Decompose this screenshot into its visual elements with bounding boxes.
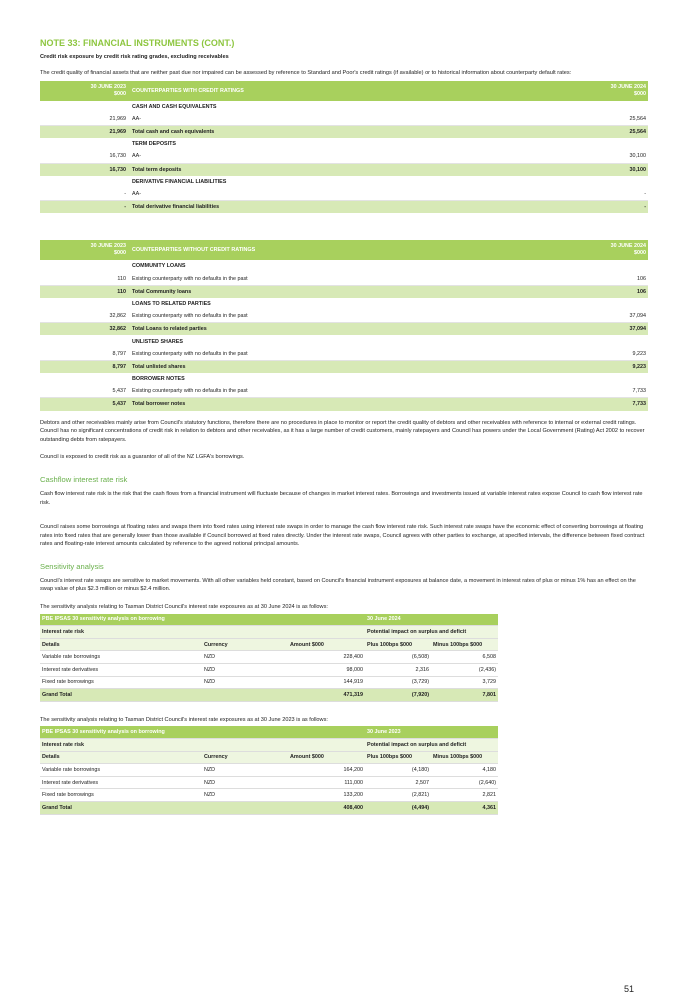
total-cell: 7,801	[431, 689, 498, 702]
category-row	[40, 335, 648, 347]
sensitivity-2023-caption: The sensitivity analysis relating to Tasman District Council's interest rate exposures as at 30 June 2023 is as follows:	[40, 716, 328, 723]
header-year-2024: 30 JUNE 2024	[610, 83, 646, 90]
value-2024	[584, 101, 648, 113]
value-2024: 30,100	[584, 163, 648, 176]
value-2023	[40, 176, 130, 188]
table-row	[40, 310, 648, 323]
guarantor-paragraph: Council is exposed to credit risk as a guarantor of all of the NZ LGFA's borrowings.	[40, 454, 245, 461]
column-header: Currency	[202, 751, 288, 764]
value-2024	[584, 373, 648, 385]
category-row	[40, 101, 648, 113]
value-2023: 32,862	[40, 310, 130, 323]
value-2023	[40, 298, 130, 310]
value-2023: 21,969	[40, 113, 130, 126]
column-header: Amount $000	[288, 638, 365, 651]
category-row	[40, 138, 648, 150]
sensitivity-heading: Sensitivity analysis	[40, 561, 104, 571]
header-year-2023: 30 JUNE 2023	[90, 83, 126, 90]
header-year-2023: 30 JUNE 2023	[90, 243, 126, 250]
value-2023: -	[40, 188, 130, 201]
cashflow-heading: Cashflow interest rate risk	[40, 474, 128, 484]
cashflow-paragraph-2: Council raises some borrowings at floating rates and swaps them into fixed rates using interest rate swaps in order to manage the cash flow interest rate risk. Such interest rate swaps have the economic effect of converting borrowings at floating rates into fixed rates that are generally lower than those available if Council borrowed at fixed rates directly. Under the interest rate swaps, Council agrees with other parties to exchange, at specified intervals, the difference between fixed contract rates and floating-rate interest amounts calculated by reference to the agreed notional principal amounts.	[40, 524, 645, 548]
total-row	[40, 125, 648, 138]
value-2024	[584, 298, 648, 310]
sensitivity-2023-table	[40, 726, 498, 814]
table-header	[40, 81, 648, 101]
description: Total borrower notes	[130, 398, 584, 411]
description: Existing counterparty with no defaults in the past	[130, 385, 584, 398]
analysis-header-row	[40, 614, 498, 626]
table-cell: 3,729	[431, 676, 498, 689]
table-row	[40, 385, 648, 398]
rated-counterparties-table	[40, 81, 648, 214]
intro-paragraph: The credit quality of financial assets that are neither past due nor impaired can be assessed by reference to Standard and Poor's credit ratings (if available) or to historical information about counterparty default rates:	[40, 70, 572, 76]
total-row	[40, 285, 648, 298]
total-cell: Grand Total	[40, 689, 202, 702]
column-header: Minus 100bps $000	[431, 638, 498, 651]
value-2023: 21,969	[40, 125, 130, 138]
table-cell: Fixed rate borrowings	[40, 789, 202, 802]
value-2024: 106	[584, 272, 648, 285]
header-title: COUNTERPARTIES WITHOUT CREDIT RATINGS	[130, 240, 584, 260]
value-2023	[40, 260, 130, 272]
table-row	[40, 776, 498, 789]
value-2023	[40, 335, 130, 347]
value-2024: 7,733	[584, 385, 648, 398]
value-2024	[584, 335, 648, 347]
table-row	[40, 150, 648, 163]
header-unit-2024: $000	[634, 250, 646, 257]
description: Total cash and cash equivalents	[130, 125, 584, 138]
grand-total-row	[40, 689, 498, 702]
table-cell: NZD	[202, 651, 288, 664]
value-2023: 110	[40, 272, 130, 285]
description: Existing counterparty with no defaults in the past	[130, 272, 584, 285]
total-cell	[202, 801, 288, 814]
header-year-2024: 30 JUNE 2024	[610, 243, 646, 250]
value-2023: 32,862	[40, 323, 130, 336]
analysis-date: 30 June 2023	[365, 726, 498, 738]
value-2023: 16,730	[40, 163, 130, 176]
value-2023	[40, 373, 130, 385]
value-2024: 25,564	[584, 125, 648, 138]
value-2024: 37,094	[584, 323, 648, 336]
column-header: Details	[40, 751, 202, 764]
table-cell: 2,316	[365, 664, 431, 677]
header-unit-2023: $000	[114, 250, 126, 257]
column-header: Amount $000	[288, 751, 365, 764]
value-2024	[584, 260, 648, 272]
table-cell: 2,507	[365, 776, 431, 789]
total-row	[40, 323, 648, 336]
category-row	[40, 260, 648, 272]
table-row	[40, 113, 648, 126]
column-header-row	[40, 638, 498, 651]
table-cell: Variable rate borrowings	[40, 764, 202, 777]
value-2024: 25,564	[584, 113, 648, 126]
value-2023: 8,797	[40, 360, 130, 373]
table-row	[40, 272, 648, 285]
analysis-title: PBE IPSAS 30 sensitivity analysis on borrowing	[40, 726, 365, 738]
header-unit-2024: $000	[634, 90, 646, 97]
table-cell: 133,200	[288, 789, 365, 802]
table-cell: NZD	[202, 776, 288, 789]
table-cell: 6,508	[431, 651, 498, 664]
description: BORROWER NOTES	[132, 376, 185, 383]
description: AA-	[130, 113, 584, 126]
description: Total derivative financial liabilities	[130, 201, 584, 214]
sensitivity-2024-table	[40, 614, 498, 702]
table-cell: Interest rate derivatives	[40, 664, 202, 677]
table-cell: Interest rate derivatives	[40, 776, 202, 789]
value-2024: 9,223	[584, 360, 648, 373]
value-2024: 37,094	[584, 310, 648, 323]
sensitivity-paragraph: Council's interest rate swaps are sensitive to market movements. With all other variables held constant, based on Council's financial instrument exposures at balance date, a movement in interest rates of plus or minus 1% has an effect on the swap value of plus $2.3 million or minus $2.4 million.	[40, 577, 636, 593]
table-row	[40, 188, 648, 201]
table-row	[40, 664, 498, 677]
value-2024: -	[584, 201, 648, 214]
table-row	[40, 789, 498, 802]
grand-total-row	[40, 801, 498, 814]
table-row	[40, 651, 498, 664]
category-row	[40, 298, 648, 310]
unrated-counterparties-table	[40, 240, 648, 410]
table-cell: (2,436)	[431, 664, 498, 677]
description: AA-	[130, 188, 584, 201]
table-row	[40, 764, 498, 777]
value-2023: 110	[40, 285, 130, 298]
table-cell: 2,821	[431, 789, 498, 802]
value-2024: 9,223	[584, 348, 648, 361]
analysis-date: 30 June 2024	[365, 614, 498, 626]
value-2023	[40, 101, 130, 113]
note-title: NOTE 33: FINANCIAL INSTRUMENTS (CONT.)	[40, 38, 235, 48]
value-2024: -	[584, 188, 648, 201]
table-cell: (2,640)	[431, 776, 498, 789]
category-row	[40, 176, 648, 188]
column-header: Minus 100bps $000	[431, 751, 498, 764]
value-2024	[584, 138, 648, 150]
table-cell: (6,508)	[365, 651, 431, 664]
table-cell: 4,180	[431, 764, 498, 777]
table-cell: NZD	[202, 764, 288, 777]
column-header: Details	[40, 638, 202, 651]
column-header-row	[40, 751, 498, 764]
category-row	[40, 373, 648, 385]
impact-label: Potential impact on surplus and deficit	[365, 626, 498, 639]
total-cell: 471,319	[288, 689, 365, 702]
value-2023: 16,730	[40, 150, 130, 163]
total-row	[40, 360, 648, 373]
table-cell: NZD	[202, 664, 288, 677]
total-cell	[202, 689, 288, 702]
description: LOANS TO RELATED PARTIES	[132, 300, 211, 307]
table-cell: 111,000	[288, 776, 365, 789]
total-cell: (7,920)	[365, 689, 431, 702]
table-cell: 164,200	[288, 764, 365, 777]
value-2023: 5,437	[40, 385, 130, 398]
section-subtitle: Credit risk exposure by credit risk rating grades, excluding receivables	[40, 54, 229, 60]
table-cell: 228,400	[288, 651, 365, 664]
risk-header-row	[40, 626, 498, 639]
description: Total Loans to related parties	[130, 323, 584, 336]
table-cell: (2,821)	[365, 789, 431, 802]
table-cell: Fixed rate borrowings	[40, 676, 202, 689]
sensitivity-2024-caption: The sensitivity analysis relating to Tasman District Council's interest rate exposures as at 30 June 2024 is as follows:	[40, 604, 328, 611]
total-row	[40, 163, 648, 176]
column-header: Plus 100bps $000	[365, 638, 431, 651]
total-cell: 408,400	[288, 801, 365, 814]
description: Existing counterparty with no defaults in the past	[130, 348, 584, 361]
description: UNLISTED SHARES	[132, 338, 183, 345]
risk-label: Interest rate risk	[40, 626, 365, 639]
page-content	[40, 38, 648, 815]
table-cell: Variable rate borrowings	[40, 651, 202, 664]
value-2024: 7,733	[584, 398, 648, 411]
table-cell: NZD	[202, 789, 288, 802]
cashflow-paragraph-1: Cash flow interest rate risk is the risk that the cash flows from a financial instrument will fluctuate because of changes in market interest rates. Borrowings and investments issued at variable interest rates expose Council to cash flow interest rate risk.	[40, 490, 643, 506]
debtors-paragraph: Debtors and other receivables mainly arise from Council's statutory functions, therefore there are no procedures in place to monitor or report the credit quality of debtors and other receivables with reference to internal or external credit ratings. Council has no significant concentrations of credit risk in relation to debtors and other receivables, as it has a large number of credit customers, mainly ratepayers and Council has powers under the Local Government (Rating) Act 2002 to recover outstanding debts from ratepayers.	[40, 419, 645, 443]
total-row	[40, 398, 648, 411]
analysis-header-row	[40, 726, 498, 738]
page-number: 51	[623, 984, 634, 994]
value-2023: 5,437	[40, 398, 130, 411]
table-cell: NZD	[202, 676, 288, 689]
risk-label: Interest rate risk	[40, 739, 365, 752]
total-cell: (4,494)	[365, 801, 431, 814]
total-row	[40, 201, 648, 214]
value-2024	[584, 176, 648, 188]
table-cell: (4,180)	[365, 764, 431, 777]
analysis-title: PBE IPSAS 30 sensitivity analysis on borrowing	[40, 614, 365, 626]
table-cell: 144,919	[288, 676, 365, 689]
header-unit-2023: $000	[114, 90, 126, 97]
description: Total term deposits	[130, 163, 584, 176]
column-header: Currency	[202, 638, 288, 651]
value-2024: 106	[584, 285, 648, 298]
description: TERM DEPOSITS	[132, 141, 177, 148]
description: COMMUNITY LOANS	[132, 263, 186, 270]
table-cell: (3,729)	[365, 676, 431, 689]
value-2024: 30,100	[584, 150, 648, 163]
description: CASH AND CASH EQUIVALENTS	[132, 103, 217, 110]
value-2023: -	[40, 201, 130, 214]
description: Existing counterparty with no defaults in the past	[130, 310, 584, 323]
description: DERIVATIVE FINANCIAL LIABILITIES	[132, 178, 227, 185]
table-row	[40, 676, 498, 689]
table-cell: 98,000	[288, 664, 365, 677]
impact-label: Potential impact on surplus and deficit	[365, 739, 498, 752]
description: AA-	[130, 150, 584, 163]
risk-header-row	[40, 739, 498, 752]
value-2023	[40, 138, 130, 150]
table-header	[40, 240, 648, 260]
value-2023: 8,797	[40, 348, 130, 361]
table-row	[40, 348, 648, 361]
header-title: COUNTERPARTIES WITH CREDIT RATINGS	[130, 81, 584, 101]
description: Total Community loans	[130, 285, 584, 298]
column-header: Plus 100bps $000	[365, 751, 431, 764]
description: Total unlisted shares	[130, 360, 584, 373]
total-cell: Grand Total	[40, 801, 202, 814]
total-cell: 4,361	[431, 801, 498, 814]
